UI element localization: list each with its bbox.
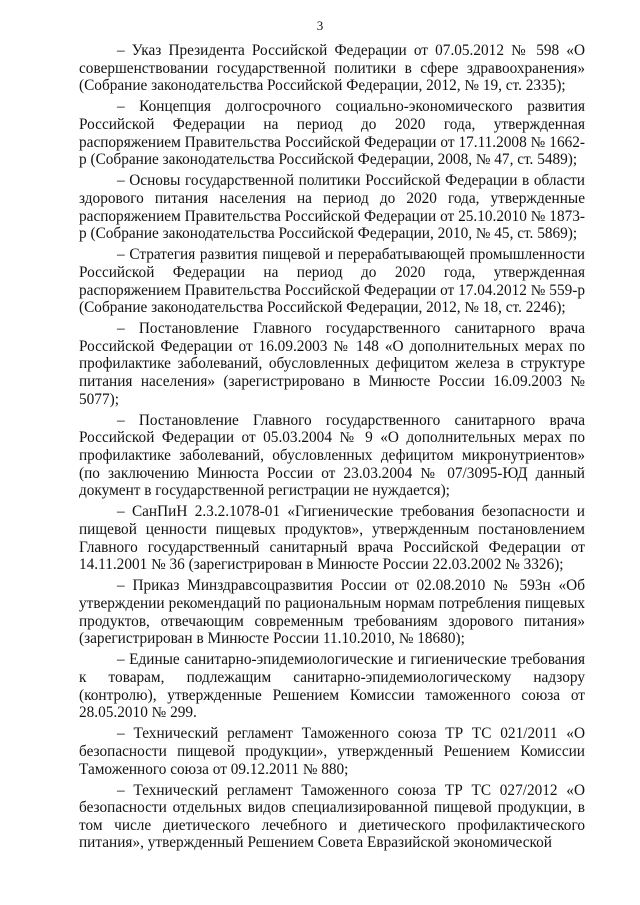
paragraph-customs-union-requirements: – Единые санитарно-эпидемиологические и гигиенические требования к товарам, подлежащим санитарно-эпидемиологическому надзору (контролю), утвержденные Решением Комиссии таможенного союза от 28.05.2010 № 299. — [79, 651, 585, 722]
paragraph-resolution-148: – Постановление Главного государственного санитарного врача Российской Федерации от 16.09.2003 № 148 «О дополнительных мерах по профилактике заболеваний, обусловленных дефицитом железа в структуре питания населения» (зарегистрировано в Минюсте России 16.09.2003 № 5077); — [79, 320, 585, 408]
paragraph-food-industry-strategy: – Стратегия развития пищевой и перерабатывающей промышленности Российской Федерации на период до 2020 года, утвержденная распоряжением Правительства Российской Федерации от 17.04.2012 № 559-р (Собрание законодательства Российской Федерации, 2012, № 18, ст. 2246); — [79, 246, 585, 317]
page-number: 3 — [316, 18, 324, 33]
paragraph-resolution-9: – Постановление Главного государственного санитарного врача Российской Федерации от 05.03.2004 № 9 «О дополнительных мерах по профилактике заболеваний, обусловленных дефицитом микронутриентов» (по заключению Минюста России от 23.03.2004 № 07/3095-ЮД данный документ в государственной регистрации не нуждается); — [79, 411, 585, 500]
paragraph-development-concept: – Концепция долгосрочного социально-экономического развития Российской Федерации на период до 2020 года, утвержденная распоряжением Правительства Российской Федерации от 17.11.2008 № 1662-р (Собрание законодательства Российской Федерации, 2008, № 47, ст. 5489); — [79, 98, 585, 169]
paragraph-sanpin: – СанПиН 2.3.2.1078-01 «Гигиенические требования безопасности и пищевой ценности пищевых продуктов», утвержденным постановлением Главного государственный санитарный врача Российской Федерации от 14.11.2001 № 36 (зарегистрирован в Минюсте России 22.03.2002 № 3326); — [79, 503, 585, 574]
paragraph-healthy-nutrition-policy: – Основы государственной политики Российской Федерации в области здорового питания населения на период до 2020 года, утвержденные распоряжением Правительства Российской Федерации от 25.10.2010 № 1873-р (Собрание законодательства Российской Федерации, 2010, № 45, ст. 5869); — [79, 172, 585, 243]
paragraph-presidential-decree: – Указ Президента Российской Федерации от 07.05.2012 № 598 «О совершенствовании государственной политики в сфере здравоохранения» (Собрание законодательства Российской Федерации, 2012, № 19, ст. 2335); — [79, 42, 585, 95]
paragraph-technical-regulation-027: – Технический регламент Таможенного союза ТР ТС 027/2012 «О безопасности отдельных видов специализированной пищевой продукции, в том числе диетического лечебного и диетического профилактического питания», утвержденный Решением Совета Евразийской экономической — [79, 781, 585, 852]
paragraph-technical-regulation-021: – Технический регламент Таможенного союза ТР ТС 021/2011 «О безопасности пищевой продукции», утвержденный Решением Комиссии Таможенного союза от 09.12.2011 № 880; — [79, 725, 585, 778]
paragraph-ministry-order: – Приказ Минздравсоцразвития России от 02.08.2010 № 593н «Об утверждении рекомендаций по рациональным нормам потребления пищевых продуктов, отвечающим современным требованиям здорового питания» (зарегистрирован в Минюсте России 11.10.2010, № 18680); — [79, 577, 585, 648]
document-body — [79, 42, 585, 856]
